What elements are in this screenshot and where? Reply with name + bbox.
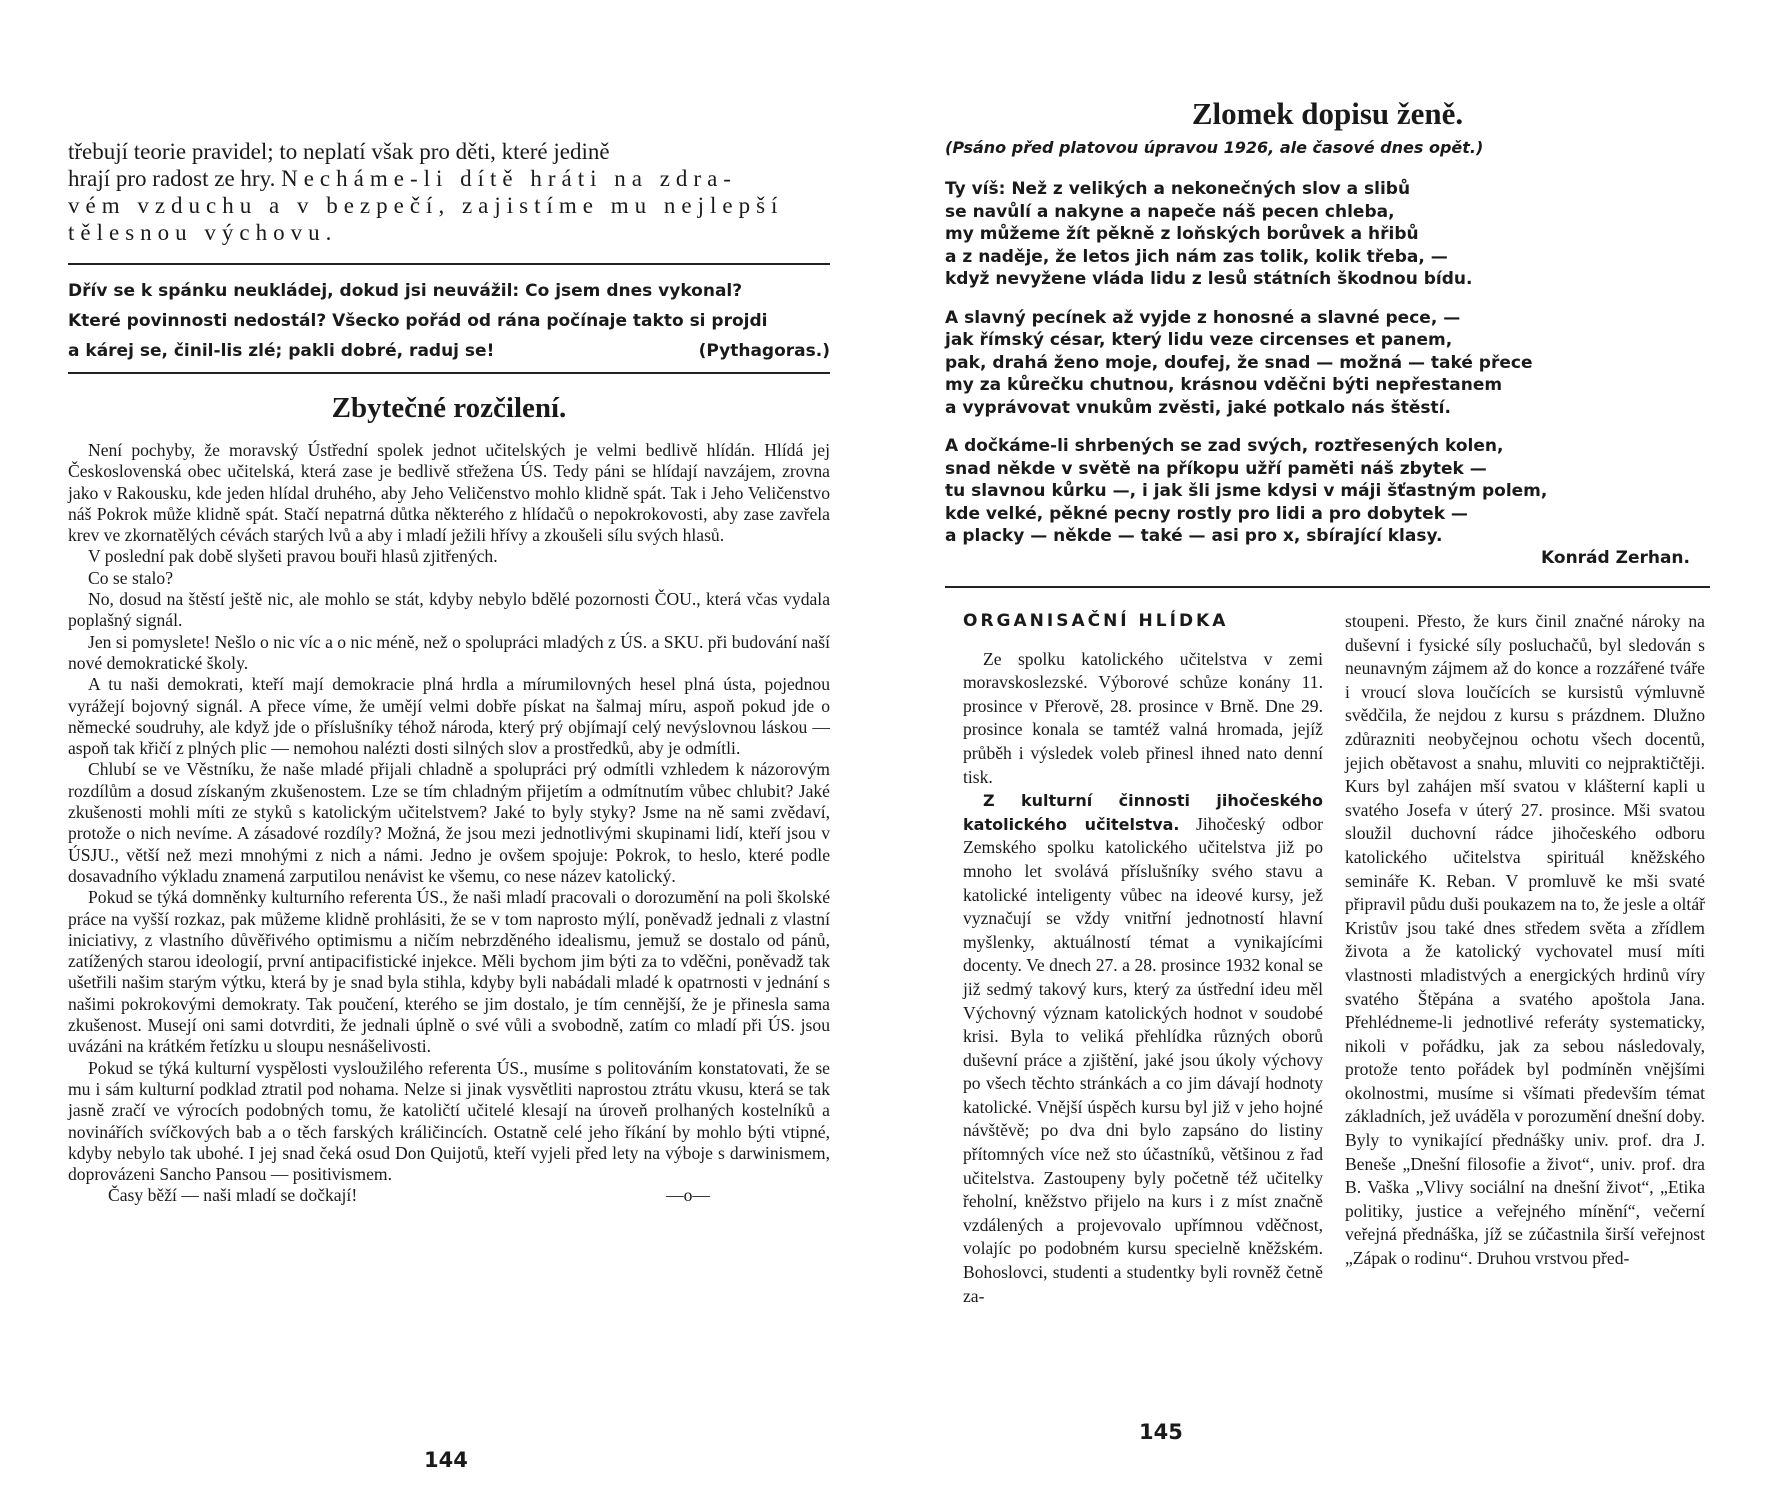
paragraph: Jen si pomyslete! Nešlo o nic víc a o nic méně, než o spolupráci mladých z ÚS. a SKU. při budování naší nové demokratické školy. — [68, 631, 830, 673]
paragraph: V poslední pak době slyšeti pravou bouři hlasů zjitřených. — [88, 546, 498, 567]
divider-rule — [68, 372, 830, 374]
article-title: Zbytečné rozčilení. — [331, 392, 567, 424]
column-right — [1345, 610, 1705, 1271]
poem-line: my můžeme žít pěkně z loňských borůvek a hřibů — [945, 224, 1419, 244]
poem-line: se navůlí a nakyne a napeče náš pecen chleba, — [945, 201, 1395, 222]
paragraph: Pokud se týká domněnky kulturního referenta ÚS., že naši mladí pracovali o dorozumění na poli školské práce na vyšší rozkaz, pak můžeme klidně prohlásiti, že se v tom naprosto mýlí, poněvadž jednali z vlastní iniciativy, z vlastního důvěřivého optimismu a ničím nebrzděného idealismu, jemuž se dostalo od pánů, zatížených starou ideologií, první antipacifistické injekce. Měli bychom jim býti za to vděčni, poněvadž tak ušetřili našim starým výtku, která by je snad byla stihla, kdyby byli nabádali mladé k opatrnosti v jednání s našimi pokrokovými demokraty. Tak poučení, kterého se jim dostalo, je tím cennější, že je přinesla sama zkušenost. Musejí oni sami dotvrditi, že jednali úplně o své vůli a svobodně, zatím co mladí při ÚS. jsou uvázáni na krátkém řetízku u sloupu nesnášelivosti. — [68, 887, 830, 1057]
section-heading: ORGANISAČNÍ HLÍDKA — [963, 611, 1229, 631]
paragraph: Pokud se týká kulturní vyspělosti vysloužilého referenta ÚS., musíme s politováním konstatovati, že se mu i sám kulturní podklad ztratil pod nohama. Nelze si jinak vysvětliti naprostou ztrátu vkusu, která se tak jasně zračí ve výrocích podobných tomu, že katoličtí učitelé klesají na úroveň prolhaných kostelníků a novinářích svíčkových bab a o těch farských králičincích. Ostatně celé jeho říkání by mohlo býti vtipné, kdyby nebylo tak ubohé. I jej snad čeká osud Don Quijotů, kteří vyjeli před lety na výboje s darwinismem, doprovázeni Sancho Pansou — positivismem. — [68, 1057, 830, 1185]
poem-line: kde velké, pěkné pecny rostly pro lidi a pro dobytek — — [945, 503, 1468, 524]
poem-line: A dočkáme-li shrbených se zad svých, roztřesených kolen, — [945, 436, 1504, 456]
stanza — [945, 178, 1710, 291]
article-body — [68, 440, 830, 1207]
poem-line: my za kůrečku chutnou, krásnou vděčni býti nepřestanem — [945, 375, 1503, 395]
paragraph: No, dosud na štěstí ještě nic, ale mohlo se stát, kdyby nebylo bdělé pozornosti ČOU., která včas vydala poplašný signál. — [68, 589, 830, 631]
paragraph: Chlubí se ve Věstníku, že naše mladé přijali chladně a spolupráci prý odmítli vzhledem k názorovým rozdílům a dosud získaným zkušenostem. Lze se tím chladným přijetím a odmítnutím vůbec chlubit? Jaké zkušenosti mohli míti ze styků s katolickým učitelstvem? Jaké to byly styky? Jsme na ně sami zvědaví, protože o nich nevíme. A zásadové rozdíly? Možná, že jsou mezi jednotlivými skupinami lidí, kteří jsou v ÚSJU., větší než mezi mnohými z nich a námi. Jedno je ovšem spojuje: Pokrok, to heslo, které podle dosavadního výkladu znamená zarputilou nenávist ke všemu, co nese název katolický. — [68, 759, 830, 886]
poem-line: snad někde v světě na příkopu užří paměti náš zbytek — — [945, 458, 1487, 479]
poem-title: Zlomek dopisu ženě. — [1191, 96, 1464, 131]
poem-line: jak římský césar, který lidu veze circenses et panem, — [945, 330, 1453, 350]
motto-quote: Dřív se k spánku neukládej, dokud jsi neuvážil: Co jsem dnes vykonal? Které povinnosti nedostál? Všecko pořád od rána počínaje takto si projdi a kárej se, činil-lis zlé; pakli dobré, raduj se! (Pythagoras.) — [68, 276, 830, 366]
poem-line: a z naděje, že letos jich nám zas tolik, kolik třeba, — — [945, 246, 1448, 267]
page-number: 145 — [1139, 1420, 1183, 1444]
column-text: stoupeni. Přesto, že kurs činil značné nároky na duševní i fysické síly posluchačů, byl sledován s neunavným zájmem až do konce a rozzářené tváře i vroucí slova loučících se kursistů výmluvně svědčila, že nejdou z kursu s prázdnem. Dlužno zdůrazniti neobyčejnou ochotu všech docentů, jejich obětavost a snahu, mluviti co nejpraktičtěji. Kurs byl zahájen mší svatou v klášterní kapli u svatého Josefa v úterý 27. prosince. Mši svatou sloužil duchovní rádce jihočeského odboru katolického učitelstva spirituál kněžského semináře K. Reban. V promluvě ke mši svaté připravil půdu duši poukazem na to, že jesle a oltář Kristův jsou také dnes středem světa a zřídlem života a že katolický vychovatel musí míti vlastnosti mladistvých a energických hrdinů víry svatého Štěpána a svatého apoštola Jana. Přehlédneme-li jednotlivé referáty systematicky, nikoli v pořádku, jak za sebou následovaly, protože tento pořádek byl podmíněn vnějšími okolnostmi, musíme si všímati především témat základních, jež uváděla v porozumění dnešní doby. Byly to vynikající přednášky univ. prof. dra J. Beneše „Dnešní filosofie a život“, univ. prof. dra B. Vaška „Vlivy sociální na dnešní život“, „Etika politiky, justice a veřejného mínění“, večerní veřejná přednáška, jíž se zúčastnila širší veřejnost „Zápak o rodinu“. Druhou vrstvou před- — [1345, 611, 1705, 1269]
continuation-text: třebují teorie pravidel; to neplatí však pro děti, které jedině hrají pro radost ze hry. Necháme-li dítě hráti na zdra- vém vzduchu a v bezpečí, zajistíme mu nejlepší tělesnou výchovu. — [68, 139, 784, 245]
divider-rule — [945, 586, 1710, 588]
poem-subtitle: (Psáno před platovou úpravou 1926, ale časové dnes opět.) — [945, 138, 1484, 157]
poem-line: A slavný pecínek až vyjde z honosné a slavné pece, — — [945, 307, 1461, 328]
poem-author: Konrád Zerhan. — [1541, 548, 1690, 568]
poem-line: a vyprávovat vnukům zvěsti, jaké potkalo nás štěstí. — [945, 397, 1451, 418]
news-lead: Z kulturní činnosti jihočeského katolického učitelstva. — [963, 791, 1323, 834]
closing-sentence: Časy běží — naši mladí se dočkají! — [108, 1185, 358, 1206]
news-text: Jihočeský odbor Zemského spolku katolického učitelstva již po mnoho let svolává příslušníky svého stavu a katolické inteligenty vůbec na ideové kursy, jež vyznačují se vždy vnitřní jednotností hlavní myšlenky, aktuálností témat a vynikajícími docenty. Ve dnech 27. a 28. prosince 1932 konal se již sedmý takový kurs, který za ústřední ideu měl Výchovný význam katolických hodnot v soudobé krisi. Byla to veliká přehlídka různých oborů duševní práce a zjištění, jaké jsou úkoly výchovy po všech těchto stránkách a co jim dávají hodnoty katolické. Vnější úspěch kursu byl již v jeho hojné návštěvě; po dva dni bylo zapsáno do listiny přítomných více než sto účastníků, většinou z řad učitelstva. Zastoupeny byly početně též učitelky řeholní, kněžstvo přijelo na kurs i z míst značně vzdálených a projevovalo upřímnou vděčnost, volajíc po podobném kursu specielně kněžském. Bohoslovci, studenti a studentky byli rovněž četně za- — [963, 813, 1323, 1306]
divider-rule — [68, 263, 830, 265]
stanza — [945, 435, 1710, 548]
poem-body — [945, 178, 1710, 564]
paragraph: Není pochyby, že moravský Ústřední spolek jednot učitelských je velmi bedlivě hlídán. Hlídá jej Československá obec učitelská, která zase je bedlivě střežena ÚS. Tedy páni se hlídají navzájem, zrovna jako v Rakousku, kde jeden hlídal druhého, aby Jeho Veličenstvo mohlo klidně spát. Tak i Jeho Veličenstvo náš Pokrok může klidně spát. Stačí nepatrná důtka některého z hlídačů o nepokrokovosti, aby zase zavřela krev ve zkornatělých cévách starých lvů a aby i mladí ježili hřívy a zkoušeli sílu svých hlasů. — [68, 440, 830, 546]
stanza — [945, 307, 1710, 420]
motto-source: (Pythagoras.) — [698, 341, 830, 361]
page-number: 144 — [424, 1448, 468, 1472]
paragraph: A tu naši demokrati, kteří mají demokracie plná hrdla a mírumilovných hesel plná ústa, pojednou vyrážejí bojovný signál. A přece víme, že umějí velmi dobře pískat na šalmaj míru, aspoň pokud jde o německé soudruhy, ale když jde o příslušníky téhož národa, který prý objímají celý nevýslovnou láskou — aspoň tak křičí z plných plic — nemohou nalézti dosti silných slov a prostředků, aby je odmítli. — [68, 674, 830, 759]
poem-line: pak, drahá ženo moje, doufej, že snad — možná — také přece — [945, 352, 1533, 373]
news-item — [963, 648, 1323, 790]
poem-line: když nevyžene vláda lidu z lesů státních škodnou bídu. — [945, 269, 1473, 289]
page-left — [68, 0, 830, 1500]
poem-line: a placky — někde — také — asi pro x, sbírající klasy. — [945, 526, 1443, 546]
closing-line — [68, 1185, 830, 1206]
news-item — [963, 789, 1323, 1308]
news-text: Ze spolku katolického učitelstva v zemi moravskoslezské. Výborové schůze konány 11. prosince v Přerově, 28. prosince v Brně. Dne 29. prosince konala se tamtéž valná hromada, jejíž průběh i výsledek voleb přinesl ihned nato denní tisk. — [963, 648, 1323, 787]
poem-line: tu slavnou kůrku —, i jak šli jsme kdysi v máji šťastným polem, — [945, 481, 1548, 501]
poem-line: Ty víš: Než z velikých a nekonečných slov a slibů — [945, 179, 1411, 199]
page-right — [945, 0, 1710, 1500]
paragraph: Co se stalo? — [88, 567, 174, 588]
spaced-emphasis: Necháme-li dítě hráti na zdra- — [281, 166, 737, 191]
end-mark: —o— — [666, 1185, 710, 1206]
column-left — [963, 610, 1323, 1308]
